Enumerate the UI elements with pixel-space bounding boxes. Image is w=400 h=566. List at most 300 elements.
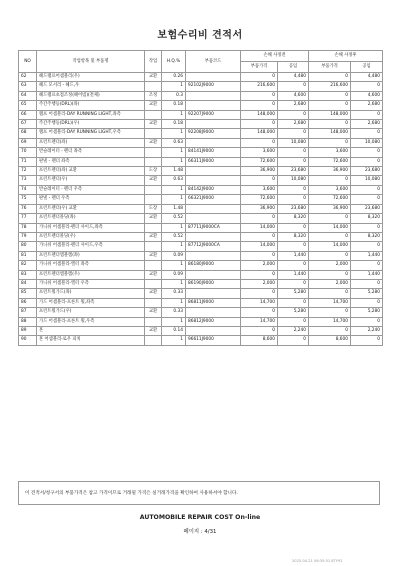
- cell-code: [186, 167, 241, 176]
- cell-work: [145, 279, 162, 288]
- cell-before-part-price: 14,000: [241, 223, 278, 232]
- cell-hq: 0.63: [162, 138, 186, 147]
- cell-after-labor: 0: [351, 279, 383, 288]
- cell-before-labor: 0: [278, 223, 309, 232]
- cell-code: 66311J9000: [186, 157, 241, 166]
- cell-before-part-price: 0: [241, 73, 278, 82]
- cell-work: [145, 261, 162, 270]
- cell-hq: 1: [162, 336, 186, 345]
- cell-no: 75: [19, 195, 37, 204]
- header-before: 손해 사정전: [241, 51, 309, 62]
- cell-name: 프런트펜더엠블렘(좌): [37, 251, 145, 260]
- cell-code: 92208J9000: [186, 129, 241, 138]
- header-before-part-price: 부품가격: [241, 62, 278, 73]
- cell-after-part-price: 2,000: [309, 261, 351, 270]
- cell-name: 주간주행등(DRL)(우): [37, 120, 145, 129]
- cell-work: 교환: [145, 232, 162, 241]
- cell-after-labor: 10,080: [351, 176, 383, 185]
- cell-hq: 1: [162, 261, 186, 270]
- cell-after-labor: 0: [351, 223, 383, 232]
- cell-work: [145, 148, 162, 157]
- cell-before-part-price: 0: [241, 270, 278, 279]
- cell-work: 조정: [145, 91, 162, 100]
- table-row: [19, 110, 383, 119]
- cell-code: [186, 73, 241, 82]
- cell-before-part-price: 2,000: [241, 279, 278, 288]
- cell-code: [186, 101, 241, 110]
- table-row: [19, 232, 383, 241]
- cell-no: 79: [19, 232, 37, 241]
- cell-no: 72: [19, 167, 37, 176]
- table-row: [19, 214, 383, 223]
- document-title: 보험수리비 견적서: [157, 30, 243, 41]
- cell-after-labor: 2,240: [351, 326, 383, 335]
- cell-name: 헤드 모서리 - 헤드,우: [37, 82, 145, 91]
- cell-after-part-price: 14,000: [309, 242, 351, 251]
- cell-before-labor: 0: [278, 82, 309, 91]
- cell-work: 교환: [145, 326, 162, 335]
- cell-before-labor: 0: [278, 261, 309, 270]
- table-row: [19, 336, 383, 345]
- price-notice: 이 견적서/청구서의 부품가격은 참고 가격이므로 거래될 가격은 실거래가격을 확인하여 사용하셔야 합니다.: [18, 481, 380, 505]
- cell-before-labor: 0: [278, 242, 309, 251]
- table-row: [19, 298, 383, 307]
- cell-after-labor: 2,680: [351, 101, 383, 110]
- cell-hq: 1: [162, 298, 186, 307]
- header-code: 부품코드: [186, 51, 241, 73]
- table-row: [19, 195, 383, 204]
- cell-code: [186, 251, 241, 260]
- cell-name: 가드 어셈블리-프론트 휠,좌측: [37, 298, 145, 307]
- cell-hq: 1: [162, 110, 186, 119]
- cell-name: 반슬레이터 - 펜더 좌측: [37, 148, 145, 157]
- table-row: [19, 82, 383, 91]
- cell-hq: 1.48: [162, 167, 186, 176]
- cell-before-part-price: 216,600: [241, 82, 278, 91]
- cell-work: 도장: [145, 167, 162, 176]
- cell-before-labor: 5,280: [278, 308, 309, 317]
- cell-after-part-price: 0: [309, 120, 351, 129]
- cell-no: 80: [19, 242, 37, 251]
- header-hq: H.Q.%: [162, 51, 186, 73]
- cell-no: 71: [19, 157, 37, 166]
- cell-work: 교환: [145, 176, 162, 185]
- cell-before-labor: 23,680: [278, 167, 309, 176]
- cell-name: 램프 어셈블리-DAY RUNNING LIGHT,우측: [37, 129, 145, 138]
- cell-work: [145, 185, 162, 194]
- cell-after-part-price: 2,000: [309, 279, 351, 288]
- table-row: [19, 251, 383, 260]
- cell-before-part-price: 3,600: [241, 185, 278, 194]
- cell-no: 62: [19, 73, 37, 82]
- cell-no: 77: [19, 214, 37, 223]
- cell-no: 66: [19, 110, 37, 119]
- cell-before-part-price: 8,600: [241, 336, 278, 345]
- cell-after-labor: 0: [351, 261, 383, 270]
- cell-hq: 0.26: [162, 73, 186, 82]
- cell-after-labor: 5,280: [351, 289, 383, 298]
- cell-after-labor: 4,480: [351, 73, 383, 82]
- cell-name: 프런트펜더몰딩(우): [37, 232, 145, 241]
- cell-before-part-price: 0: [241, 101, 278, 110]
- header-no: NO: [19, 51, 37, 73]
- cell-after-part-price: 0: [309, 289, 351, 298]
- cell-no: 82: [19, 261, 37, 270]
- header-after-part-price: 부품가격: [309, 62, 351, 73]
- cell-hq: 0.52: [162, 214, 186, 223]
- cell-work: [145, 195, 162, 204]
- table-body: [19, 73, 383, 346]
- cell-code: [186, 214, 241, 223]
- cell-code: 84141J9000: [186, 148, 241, 157]
- cell-before-labor: 23,680: [278, 204, 309, 213]
- table-row: [19, 317, 383, 326]
- cell-after-labor: 0: [351, 185, 383, 194]
- cell-name: 프런트펜더몰딩(좌): [37, 214, 145, 223]
- cell-name: 프런트펜더(좌) 교환: [37, 167, 145, 176]
- cell-before-part-price: 0: [241, 120, 278, 129]
- cell-no: 88: [19, 317, 37, 326]
- cell-before-part-price: 0: [241, 308, 278, 317]
- cell-no: 85: [19, 289, 37, 298]
- table-row: [19, 279, 383, 288]
- cell-code: [186, 289, 241, 298]
- cell-work: [145, 129, 162, 138]
- cell-hq: 1: [162, 195, 186, 204]
- cell-after-labor: 1,440: [351, 251, 383, 260]
- cell-before-labor: 0: [278, 148, 309, 157]
- cell-no: 86: [19, 298, 37, 307]
- cell-after-labor: 0: [351, 157, 383, 166]
- cell-before-labor: 0: [278, 279, 309, 288]
- cell-after-labor: 8,320: [351, 214, 383, 223]
- cell-name: 반슬레이터 - 펜더 우측: [37, 185, 145, 194]
- cell-code: 87712J9000CA: [186, 242, 241, 251]
- cell-hq: 0.3: [162, 91, 186, 100]
- table-row: [19, 167, 383, 176]
- cell-after-part-price: 0: [309, 73, 351, 82]
- cell-no: 83: [19, 270, 37, 279]
- cell-after-part-price: 3,600: [309, 185, 351, 194]
- cell-work: [145, 336, 162, 345]
- cell-before-labor: 8,320: [278, 232, 309, 241]
- cell-after-part-price: 72,600: [309, 195, 351, 204]
- cell-after-labor: 0: [351, 82, 383, 91]
- cell-hq: 0.09: [162, 251, 186, 260]
- cell-after-part-price: 216,600: [309, 82, 351, 91]
- cell-after-part-price: 72,600: [309, 157, 351, 166]
- cell-name: 프런트휠가드(좌): [37, 289, 145, 298]
- cell-before-part-price: 0: [241, 91, 278, 100]
- cell-after-labor: 23,680: [351, 167, 383, 176]
- cell-code: 66321J9000: [186, 195, 241, 204]
- cell-before-labor: 1,440: [278, 251, 309, 260]
- cell-before-labor: 8,320: [278, 214, 309, 223]
- cell-code: 86812J9000: [186, 317, 241, 326]
- cell-no: 90: [19, 336, 37, 345]
- cell-after-labor: 23,680: [351, 204, 383, 213]
- cell-before-labor: 4,480: [278, 73, 309, 82]
- cell-name: 프런트펜더(좌): [37, 138, 145, 147]
- cell-before-part-price: 72,600: [241, 195, 278, 204]
- table-row: [19, 289, 383, 298]
- cell-hq: 1: [162, 157, 186, 166]
- cell-hq: 1: [162, 185, 186, 194]
- cell-code: [186, 138, 241, 147]
- cell-after-labor: 0: [351, 129, 383, 138]
- table-row: [19, 185, 383, 194]
- cell-name: 프런트펜더엠블렘(우): [37, 270, 145, 279]
- cell-name: 가니쉬 어셈블리-엘터 우측: [37, 279, 145, 288]
- cell-work: 교환: [145, 270, 162, 279]
- cell-after-labor: 0: [351, 336, 383, 345]
- cell-hq: 1: [162, 82, 186, 91]
- cell-before-part-price: 148,000: [241, 129, 278, 138]
- table-row: [19, 308, 383, 317]
- cell-after-part-price: 148,000: [309, 129, 351, 138]
- cell-name: 프런트펜더(우): [37, 176, 145, 185]
- cell-before-part-price: 0: [241, 289, 278, 298]
- cell-code: [186, 91, 241, 100]
- cell-hq: 0.18: [162, 101, 186, 110]
- table-row: [19, 129, 383, 138]
- cell-code: [186, 326, 241, 335]
- cell-work: [145, 317, 162, 326]
- cell-no: 81: [19, 251, 37, 260]
- cell-name: 판넬 - 펜더 좌측: [37, 157, 145, 166]
- cell-no: 65: [19, 101, 37, 110]
- cell-name: 헤드램프어셈블리(우): [37, 73, 145, 82]
- cell-hq: 0.63: [162, 176, 186, 185]
- cell-hq: 0.14: [162, 326, 186, 335]
- cell-no: 63: [19, 82, 37, 91]
- cell-hq: 0.52: [162, 232, 186, 241]
- cell-hq: 1: [162, 129, 186, 138]
- cell-after-labor: 0: [351, 317, 383, 326]
- cell-before-labor: 0: [278, 195, 309, 204]
- cell-no: 84: [19, 279, 37, 288]
- cell-after-labor: 1,440: [351, 270, 383, 279]
- cell-work: [145, 223, 162, 232]
- cell-work: [145, 110, 162, 119]
- cell-before-labor: 10,080: [278, 138, 309, 147]
- cell-before-labor: 0: [278, 110, 309, 119]
- cell-hq: 0.18: [162, 120, 186, 129]
- cell-name: 헤드램프초점조정(헤어빔)(전체): [37, 91, 145, 100]
- table-row: [19, 120, 383, 129]
- table-row: [19, 270, 383, 279]
- cell-before-labor: 0: [278, 129, 309, 138]
- cell-name: 혼 어셈블리-로우 피치: [37, 336, 145, 345]
- cell-no: 74: [19, 185, 37, 194]
- cell-after-part-price: 36,900: [309, 204, 351, 213]
- cell-work: 교환: [145, 120, 162, 129]
- cell-before-part-price: 0: [241, 232, 278, 241]
- cell-no: 70: [19, 148, 37, 157]
- cell-after-labor: 10,080: [351, 138, 383, 147]
- cell-before-part-price: 148,000: [241, 110, 278, 119]
- header-before-labor: 공임: [278, 62, 309, 73]
- cell-before-part-price: 14,000: [241, 242, 278, 251]
- footer-brand: AUTOMOBILE REPAIR COST On-line: [139, 514, 261, 521]
- cell-code: [186, 270, 241, 279]
- cell-after-labor: 0: [351, 148, 383, 157]
- cell-after-part-price: 0: [309, 138, 351, 147]
- cell-before-part-price: 14,700: [241, 298, 278, 307]
- cell-work: 도장: [145, 204, 162, 213]
- cell-no: 64: [19, 91, 37, 100]
- cell-after-part-price: 0: [309, 326, 351, 335]
- cell-before-labor: 0: [278, 298, 309, 307]
- cell-work: 교환: [145, 289, 162, 298]
- cell-work: 교환: [145, 214, 162, 223]
- cell-after-part-price: 0: [309, 101, 351, 110]
- cell-code: [186, 204, 241, 213]
- cell-before-part-price: 0: [241, 214, 278, 223]
- cell-code: 92102J9000: [186, 82, 241, 91]
- cell-after-labor: 0: [351, 195, 383, 204]
- cell-hq: 1: [162, 317, 186, 326]
- cell-code: 87711J9000CA: [186, 223, 241, 232]
- cell-name: 램프 어셈블리-DAY RUNNING LIGHT,좌측: [37, 110, 145, 119]
- cell-name: 혼: [37, 326, 145, 335]
- cell-work: [145, 298, 162, 307]
- cell-before-part-price: 72,600: [241, 157, 278, 166]
- cell-after-part-price: 0: [309, 308, 351, 317]
- table-row: [19, 138, 383, 147]
- cell-code: 84142J9000: [186, 185, 241, 194]
- cell-code: 86180J9000: [186, 261, 241, 270]
- table-row: [19, 73, 383, 82]
- cell-before-part-price: 3,600: [241, 148, 278, 157]
- cell-name: 가니쉬 어셈블리-펜더 사이드,좌측: [37, 223, 145, 232]
- cell-before-labor: 5,280: [278, 289, 309, 298]
- table-header: [19, 51, 383, 73]
- table-row: [19, 242, 383, 251]
- cell-hq: 1: [162, 148, 186, 157]
- cell-after-part-price: 0: [309, 176, 351, 185]
- cell-before-labor: 1,440: [278, 270, 309, 279]
- cell-before-part-price: 14,700: [241, 317, 278, 326]
- cell-no: 67: [19, 120, 37, 129]
- cell-work: 교환: [145, 138, 162, 147]
- table-row: [19, 223, 383, 232]
- cell-hq: 0.33: [162, 289, 186, 298]
- cell-name: 프런트펜더(우) 교환: [37, 204, 145, 213]
- cell-after-part-price: 8,600: [309, 336, 351, 345]
- cell-no: 68: [19, 129, 37, 138]
- header-work: 작업: [145, 51, 162, 73]
- cell-after-part-price: 14,700: [309, 298, 351, 307]
- page-number: 페이지 : 4/31: [183, 529, 217, 535]
- cell-after-part-price: 0: [309, 214, 351, 223]
- cell-work: 교환: [145, 101, 162, 110]
- cell-work: [145, 157, 162, 166]
- cell-no: 76: [19, 204, 37, 213]
- cell-work: 교환: [145, 73, 162, 82]
- table-row: [19, 176, 383, 185]
- table-row: [19, 157, 383, 166]
- cell-after-part-price: 36,900: [309, 167, 351, 176]
- cell-no: 69: [19, 138, 37, 147]
- cell-before-labor: 2,680: [278, 101, 309, 110]
- cell-code: 92207J9000: [186, 110, 241, 119]
- cell-before-labor: 0: [278, 336, 309, 345]
- cell-before-part-price: 0: [241, 251, 278, 260]
- cell-code: [186, 232, 241, 241]
- cell-hq: 1.48: [162, 204, 186, 213]
- cell-after-labor: 2,680: [351, 120, 383, 129]
- cell-hq: 1: [162, 223, 186, 232]
- table-row: [19, 326, 383, 335]
- cell-work: [145, 242, 162, 251]
- estimate-table: [18, 50, 383, 346]
- cell-code: 96611J9000: [186, 336, 241, 345]
- table-row: [19, 204, 383, 213]
- cell-after-part-price: 3,600: [309, 148, 351, 157]
- cell-hq: 1: [162, 242, 186, 251]
- table-row: [19, 148, 383, 157]
- header-after-labor: 공임: [351, 62, 383, 73]
- cell-code: [186, 308, 241, 317]
- cell-code: 86190J9000: [186, 279, 241, 288]
- cell-before-labor: 0: [278, 317, 309, 326]
- cell-name: 가니쉬 어셈블리-펜더 사이드,우측: [37, 242, 145, 251]
- cell-code: [186, 176, 241, 185]
- cell-name: 프런트휠가드(우): [37, 308, 145, 317]
- cell-after-labor: 0: [351, 110, 383, 119]
- cell-after-labor: 8,320: [351, 232, 383, 241]
- cell-before-part-price: 0: [241, 326, 278, 335]
- cell-before-part-price: 36,900: [241, 167, 278, 176]
- cell-after-part-price: 14,700: [309, 317, 351, 326]
- cell-after-labor: 0: [351, 242, 383, 251]
- cell-after-labor: 5,280: [351, 308, 383, 317]
- cell-no: 73: [19, 176, 37, 185]
- cell-after-part-price: 0: [309, 251, 351, 260]
- cell-name: 가니쉬 어셈블리-엘터 좌측: [37, 261, 145, 270]
- cell-no: 78: [19, 223, 37, 232]
- cell-name: 주간주행등(DRL)(좌): [37, 101, 145, 110]
- cell-after-part-price: 148,000: [309, 110, 351, 119]
- cell-work: 교환: [145, 251, 162, 260]
- cell-after-part-price: 0: [309, 91, 351, 100]
- cell-before-labor: 0: [278, 157, 309, 166]
- cell-before-labor: 0: [278, 185, 309, 194]
- cell-hq: 0.33: [162, 308, 186, 317]
- cell-before-part-price: 2,000: [241, 261, 278, 270]
- cell-no: 87: [19, 308, 37, 317]
- cell-code: 86811J9000: [186, 298, 241, 307]
- cell-before-part-price: 0: [241, 138, 278, 147]
- cell-hq: 1: [162, 279, 186, 288]
- cell-name: 가드 어셈블리-프론트 휠,우측: [37, 317, 145, 326]
- cell-before-labor: 2,240: [278, 326, 309, 335]
- cell-hq: 0.09: [162, 270, 186, 279]
- cell-after-part-price: 0: [309, 232, 351, 241]
- table-row: [19, 91, 383, 100]
- cell-before-part-price: 36,900: [241, 204, 278, 213]
- cell-before-labor: 10,080: [278, 176, 309, 185]
- cell-code: [186, 120, 241, 129]
- cell-before-labor: 4,600: [278, 91, 309, 100]
- cell-after-labor: 0: [351, 298, 383, 307]
- print-timestamp: 2025-04-21 06:35:51 8TY92: [292, 559, 343, 563]
- cell-after-part-price: 14,000: [309, 223, 351, 232]
- cell-name: 판넬 - 펜더 우측: [37, 195, 145, 204]
- cell-before-part-price: 0: [241, 176, 278, 185]
- header-after: 손해 사정후: [309, 51, 383, 62]
